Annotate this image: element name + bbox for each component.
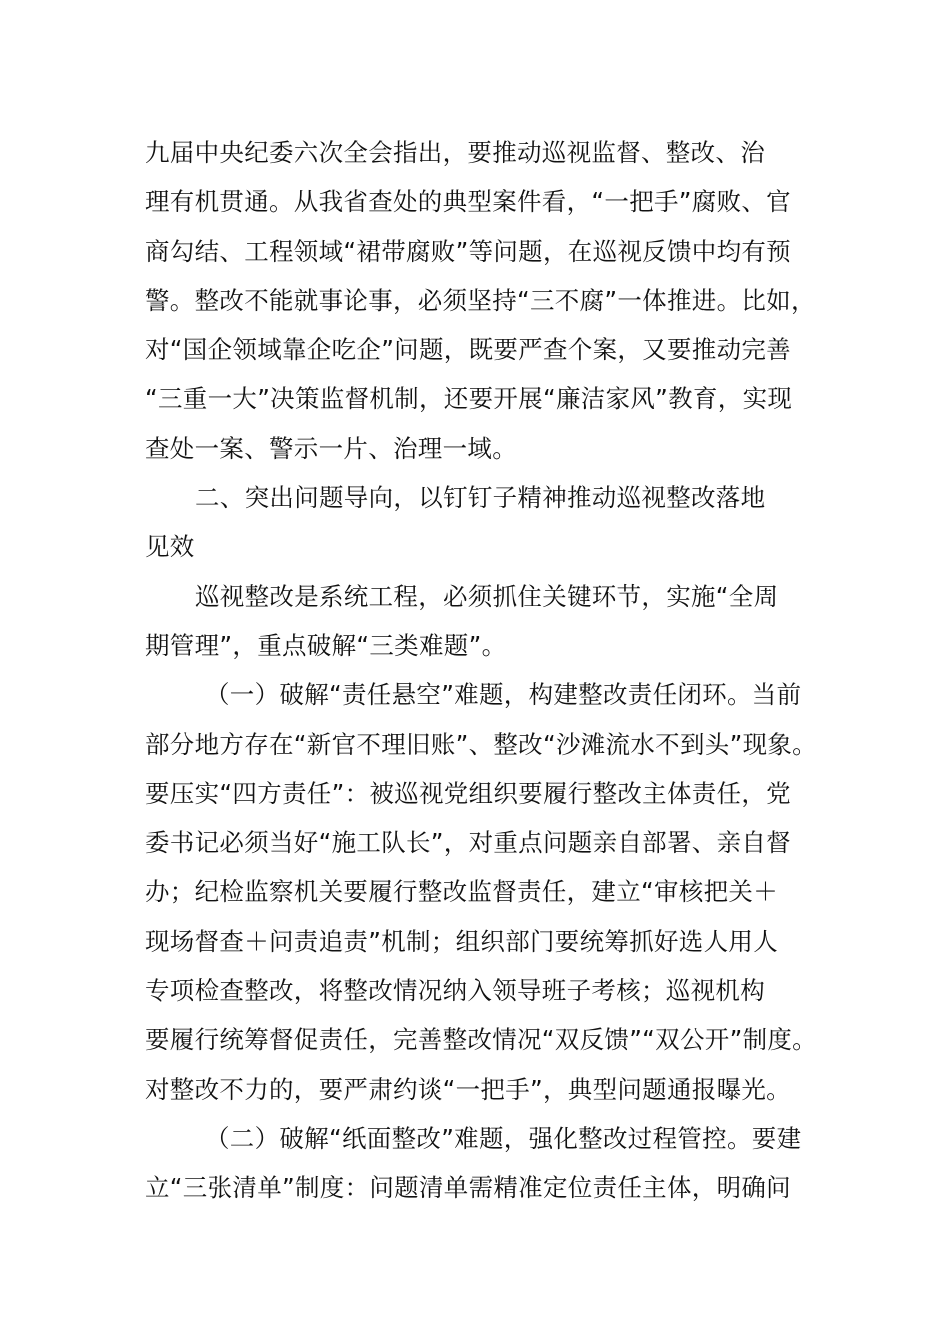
text-line: 对整改不力的，要严肃约谈“一把手”，典型问题通报曝光。 bbox=[145, 1074, 791, 1104]
text-line: “三重一大”决策监督机制，还要开展“廉洁家风”教育，实现 bbox=[145, 384, 793, 414]
text-line: 现场督查＋问责追责”机制；组织部门要统筹抓好选人用人 bbox=[145, 926, 778, 956]
text-line: 立“三张清单”制度：问题清单需精准定位责任主体，明确问 bbox=[145, 1173, 791, 1203]
document-body bbox=[145, 128, 825, 1213]
text-line: 查处一案、警示一片、治理一域。 bbox=[145, 433, 517, 463]
text-line: 警。整改不能就事论事，必须坚持“三不腐”一体推进。比如， bbox=[145, 285, 816, 315]
text-line: 委书记必须当好“施工队长”，对重点问题亲自部署、亲自督 bbox=[145, 828, 791, 858]
text-line: 对“国企领域靠企吃企”问题，既要严查个案，又要推动完善 bbox=[145, 335, 791, 365]
section-heading: 二、突出问题导向，以钉钉子精神推动巡视整改落地 bbox=[195, 483, 766, 513]
text-line: 专项检查整改，将整改情况纳入领导班子考核；巡视机构 bbox=[145, 976, 765, 1006]
text-line: 办；纪检监察机关要履行整改监督责任，建立“审核把关＋ bbox=[145, 877, 778, 907]
subsection-heading: （一）破解“责任悬空”难题，构建整改责任闭环。当前 bbox=[205, 680, 802, 710]
text-line: 要压实“四方责任”：被巡视党组织要履行整改主体责任，党 bbox=[145, 778, 791, 808]
text-line: 部分地方存在“新官不理旧账”、整改“沙滩流水不到头”现象。 bbox=[145, 729, 817, 759]
text-line: 要履行统筹督促责任，完善整改情况“双反馈”“双公开”制度。 bbox=[145, 1025, 817, 1055]
text-line: 巡视整改是系统工程，必须抓住关键环节，实施“全周 bbox=[195, 581, 779, 611]
text-line: 商勾结、工程领域“裙带腐败”等问题，在巡视反馈中均有预 bbox=[145, 236, 791, 266]
text-line: 九届中央纪委六次全会指出，要推动巡视监督、整改、治 bbox=[145, 138, 765, 167]
text-line: 期管理”，重点破解“三类难题”。 bbox=[145, 630, 507, 660]
text-line: 理有机贯通。从我省查处的典型案件看，“一把手”腐败、官 bbox=[145, 187, 791, 217]
subsection-heading: （二）破解“纸面整改”难题，强化整改过程管控。要建 bbox=[205, 1123, 802, 1153]
section-heading-continued: 见效 bbox=[145, 532, 195, 562]
